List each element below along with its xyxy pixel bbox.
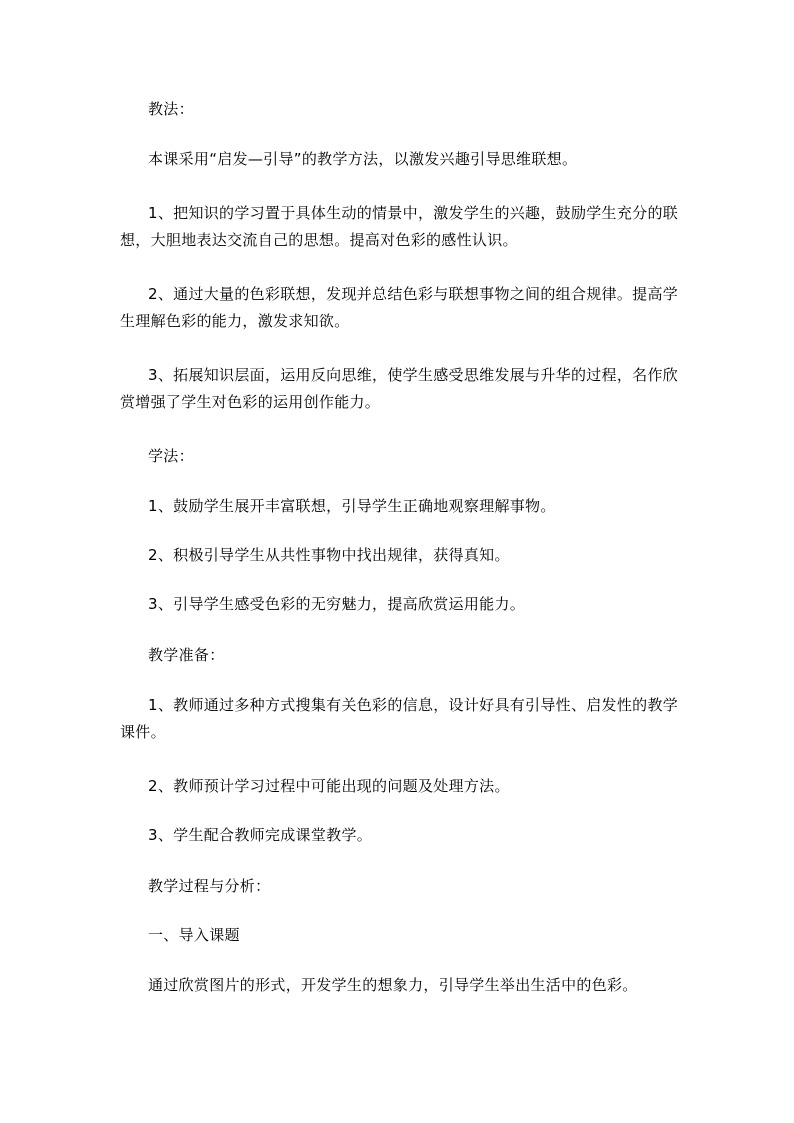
heading-learning-method: 学法： bbox=[148, 447, 194, 465]
paragraph-preparation-item-3: 3、学生配合教师完成课堂教学。 bbox=[148, 826, 373, 844]
paragraph-teaching-approach: 本课采用“启发—引导”的教学方法，以激发兴趣引导思维联想。 bbox=[148, 150, 578, 168]
paragraph-method-item-3: 3、拓展知识层面，运用反向思维，使学生感受思维发展与升华的过程，名作欣赏增强了学生对色彩的运用创作能力。 bbox=[120, 366, 679, 411]
heading-teaching-process: 教学过程与分析： bbox=[148, 877, 271, 895]
heading-introduce-topic: 一、导入课题 bbox=[148, 926, 240, 944]
heading-teaching-preparation: 教学准备： bbox=[148, 646, 225, 664]
paragraph-preparation-item-1: 1、教师通过多种方式搜集有关色彩的信息，设计好具有引导性、启发性的教学课件。 bbox=[120, 696, 679, 741]
paragraph-method-item-2: 2、通过大量的色彩联想，发现并总结色彩与联想事物之间的组合规律。提高学生理解色彩的能力，激发求知欲。 bbox=[120, 285, 679, 330]
paragraph-learning-item-2: 2、积极引导学生从共性事物中找出规律，获得真知。 bbox=[148, 546, 510, 564]
paragraph-method-item-1: 1、把知识的学习置于具体生动的情景中，激发学生的兴趣，鼓励学生充分的联想，大胆地表达交流自己的思想。提高对色彩的感性认识。 bbox=[120, 204, 679, 249]
paragraph-learning-item-1: 1、鼓励学生展开丰富联想，引导学生正确地观察理解事物。 bbox=[148, 497, 556, 515]
paragraph-introduce-topic: 通过欣赏图片的形式，开发学生的想象力，引导学生举出生活中的色彩。 bbox=[148, 976, 638, 994]
heading-teaching-method: 教法： bbox=[148, 100, 194, 118]
paragraph-preparation-item-2: 2、教师预计学习过程中可能出现的问题及处理方法。 bbox=[148, 777, 510, 795]
paragraph-learning-item-3: 3、引导学生感受色彩的无穷魅力，提高欣赏运用能力。 bbox=[148, 595, 526, 613]
